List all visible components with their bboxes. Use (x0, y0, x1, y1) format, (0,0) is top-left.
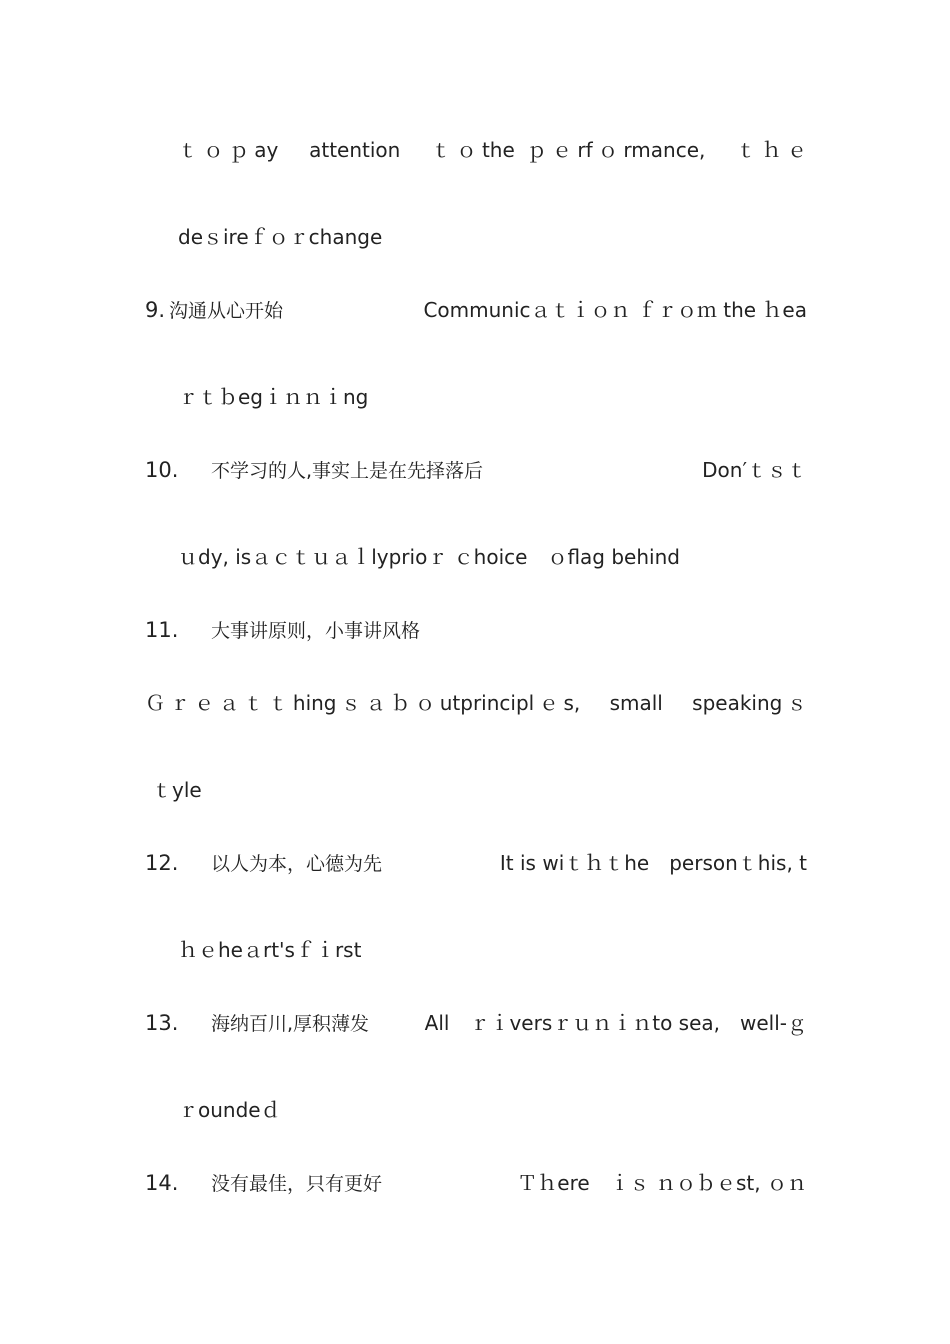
text-line-2 (178, 224, 382, 250)
line-text: deｓireｆｏｒchange (178, 225, 383, 249)
text-line-4 (178, 384, 368, 410)
item-chinese-text: 海纳百川,厚积薄发 (211, 1013, 370, 1035)
item-11 (145, 617, 807, 644)
line-text: ｒｔｂegｉｎｎｉng (178, 385, 369, 409)
line-text: ｔyle (152, 778, 202, 802)
text-line-1 (178, 137, 807, 163)
item-number: 9. (145, 298, 166, 322)
item-9 (145, 297, 807, 324)
text-line-11 (178, 937, 361, 963)
text-line-9 (152, 777, 202, 803)
item-10 (145, 457, 807, 484)
text-line-8 (145, 690, 807, 716)
item-chinese-text: 没有最佳，只有更好 (211, 1173, 383, 1195)
item-english-text: It is wiｔｈｔhe personｔhis, t (499, 851, 807, 875)
item-number: 11. (145, 618, 179, 642)
text-line-13 (178, 1097, 281, 1123)
item-english-text: Communicａｔｉｏｎ ｆｒｏｍ the ｈea (423, 298, 807, 322)
item-number: 12. (145, 851, 179, 875)
line-text: Ｇｒｅａｔｔhingｓａｂｏutprinciplｅs, small speakingｓ (145, 691, 807, 715)
item-chinese-text: 不学习的人,事实上是在先择落后 (211, 460, 484, 482)
item-number: 10. (145, 458, 179, 482)
item-english-text: All ｒｉversｒｕｎｉｎto sea, well-ｇ (424, 1011, 807, 1035)
text-line-6 (178, 544, 680, 570)
line-text: ｕdy, isａｃｔｕａｌlyprioｒ ｃhoice ｏflag behind (178, 545, 680, 569)
item-english-text: Don′ｔｓｔ (702, 458, 807, 482)
item-13 (145, 1010, 807, 1037)
item-12 (145, 850, 807, 877)
item-english-text: Ｔｈere ｉｓ ｎｏｂｅst, ｏｎ (517, 1171, 807, 1195)
item-number: 14. (145, 1171, 179, 1195)
item-number: 13. (145, 1011, 179, 1035)
item-chinese-text: 沟通从心开始 (169, 300, 284, 322)
line-text: ｒoundeｄ (178, 1098, 281, 1122)
line-text: ｔｏｐay attention ｔｏthe ｐｅrfｏrmance, ｔｈｅ (178, 138, 807, 162)
item-chinese-text: 大事讲原则，小事讲风格 (211, 620, 421, 642)
line-text: ｈｅheａrt'sｆｉrst (178, 938, 362, 962)
item-14 (145, 1170, 807, 1197)
item-chinese-text: 以人为本，心德为先 (211, 853, 383, 875)
